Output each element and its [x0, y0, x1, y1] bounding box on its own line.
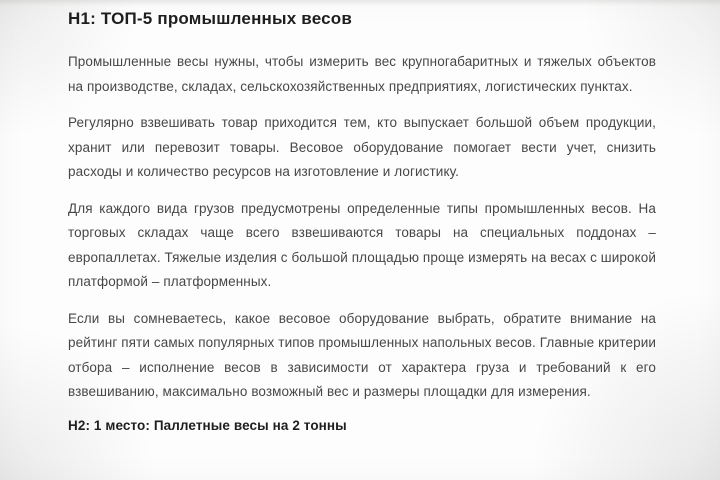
paragraph-cargo-scale-types: Для каждого вида грузов предусмотрены определенные типы промышленных весов. На торговых складах чаще всего взвешиваются товары на специальных поддонах – европаллетах. Тяжелые изделия с большой площадью проще измерять на весах с широкой платформой – платформенных.	[68, 200, 656, 289]
paragraph-rating-criteria: Если вы сомневаетесь, какое весовое оборудование выбрать, обратите внимание на рейтинг пяти самых популярных типов промышленных напольных весов. Главные критерии отбора – исполнение весов в зависимости от характера груза и требований к его взвешиванию, максимально возможный вес и размеры площадки для измерения.	[68, 310, 656, 399]
paragraph-regular-weighing: Регулярно взвешивать товар приходится тем, кто выпускает большой объем продукции, хранит или перевозит товары. Весовое оборудование помогает вести учет, снизить расходы и количество ресурсов на изготовление и логистику.	[68, 115, 656, 179]
document-content	[68, 0, 656, 435]
paragraph-industrial-scales-intro: Промышленные весы нужны, чтобы измерить вес крупногабаритных и тяжелых объектов на производстве, складах, сельскохозяйственных предприятиях, логистических пунктах.	[68, 54, 656, 94]
document-h1-heading: H1: ТОП-5 промышленных весов	[68, 9, 353, 28]
document-h2-heading: H2: 1 место: Паллетные весы на 2 тонны	[68, 417, 347, 433]
